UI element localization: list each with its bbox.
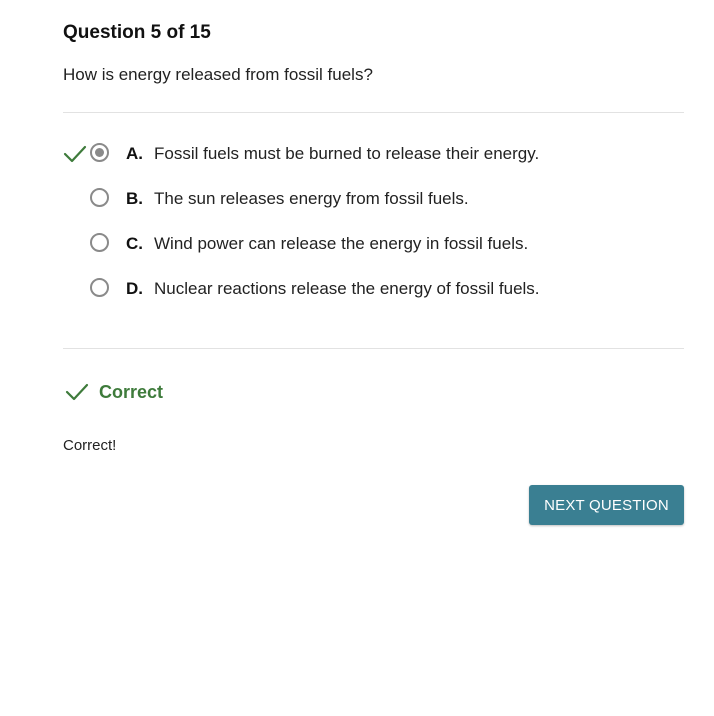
question-counter: Question 5 of 15: [63, 22, 211, 43]
answer-letter: A.: [126, 144, 143, 163]
answer-text: The sun releases energy from fossil fuels.: [154, 189, 469, 208]
answer-text: Fossil fuels must be burned to release their energy.: [154, 144, 540, 163]
answer-option-b[interactable]: [63, 177, 684, 222]
answer-letter: C.: [126, 234, 143, 253]
divider: [63, 348, 684, 349]
question-text: How is energy released from fossil fuels?: [63, 65, 373, 84]
next-question-button[interactable]: NEXT QUESTION: [529, 485, 684, 525]
feedback-status: Correct: [99, 382, 164, 402]
answer-text: Wind power can release the energy in fossil fuels.: [154, 234, 529, 253]
answer-option-c[interactable]: [63, 222, 684, 267]
divider: [63, 112, 684, 113]
correct-check-icon: [63, 144, 87, 164]
answer-letter: B.: [126, 189, 143, 208]
radio-button-b[interactable]: [90, 188, 109, 207]
radio-button-c[interactable]: [90, 233, 109, 252]
answer-letter: D.: [126, 279, 143, 298]
feedback-message: Correct!: [63, 437, 117, 454]
answer-option-d[interactable]: [63, 267, 684, 312]
answer-option-a[interactable]: [63, 132, 684, 177]
answer-list: [63, 132, 684, 312]
answer-text: Nuclear reactions release the energy of fossil fuels.: [154, 279, 540, 298]
radio-button-d[interactable]: [90, 278, 109, 297]
radio-button-a[interactable]: [90, 143, 109, 162]
check-icon: [65, 382, 89, 402]
